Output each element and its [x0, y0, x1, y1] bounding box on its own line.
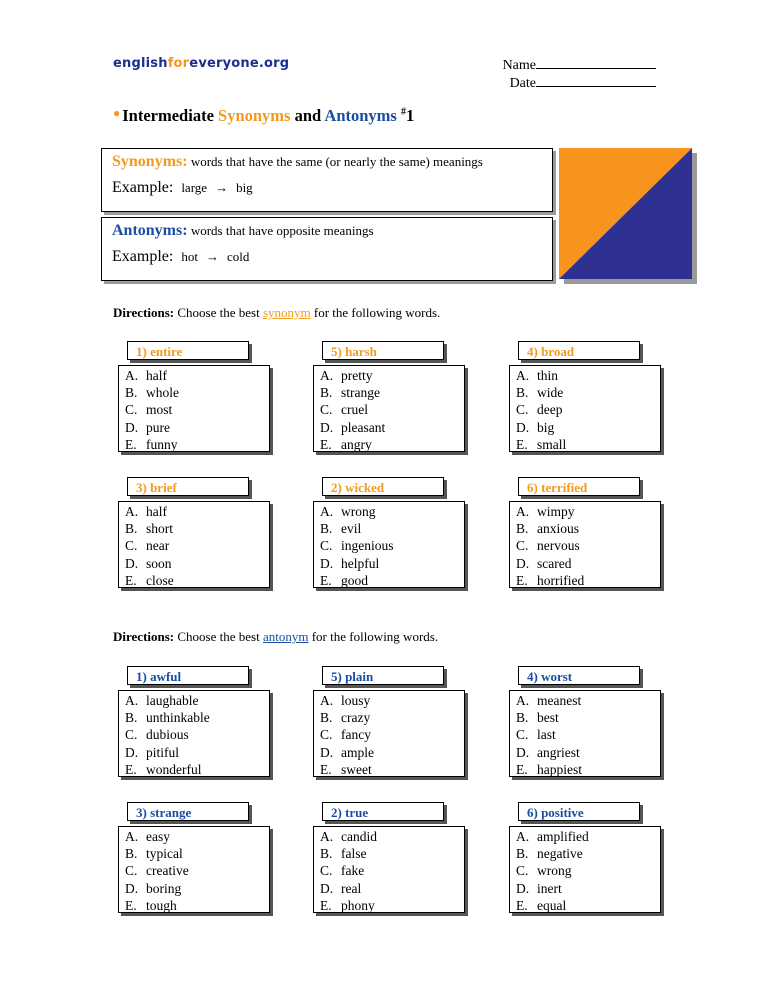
option-text: ingenious — [341, 538, 394, 554]
question-label: 2) true — [322, 802, 444, 821]
option-letter: E. — [125, 897, 137, 913]
option-text: last — [537, 727, 556, 743]
antonyms-example — [112, 248, 249, 266]
arrow-right-icon: → — [205, 249, 219, 264]
option-letter: A. — [320, 829, 334, 844]
antonym-directions-pre: Choose the best — [177, 629, 263, 644]
option-letter: A. — [125, 504, 139, 519]
question-label: 5) plain — [322, 666, 444, 685]
answer-option[interactable] — [510, 862, 660, 879]
option-letter: E. — [320, 436, 332, 452]
option-text: fake — [341, 863, 365, 879]
option-text: wimpy — [537, 504, 575, 519]
option-letter: E. — [320, 761, 332, 777]
option-letter: C. — [320, 863, 333, 879]
option-text: unthinkable — [146, 710, 210, 726]
option-letter: D. — [125, 744, 139, 760]
answer-option[interactable] — [314, 897, 464, 914]
option-letter: D. — [320, 555, 334, 571]
option-text: wrong — [537, 863, 572, 879]
answer-option[interactable] — [314, 401, 464, 418]
answer-option[interactable] — [510, 419, 660, 436]
site-logo — [113, 56, 289, 71]
option-letter: C. — [516, 538, 529, 554]
answer-option[interactable] — [510, 436, 660, 453]
question-label: 2) wicked — [322, 477, 444, 496]
answer-option[interactable] — [119, 401, 269, 418]
question-options — [313, 501, 465, 588]
option-letter: A. — [320, 368, 334, 383]
question-options — [313, 826, 465, 913]
option-letter: B. — [125, 846, 138, 862]
answer-option[interactable] — [119, 384, 269, 401]
answer-option[interactable] — [119, 709, 269, 726]
option-letter: C. — [320, 538, 333, 554]
option-text: typical — [146, 846, 183, 862]
title-antonyms: Antonyms — [324, 106, 397, 125]
option-letter: B. — [125, 385, 138, 401]
answer-option[interactable] — [119, 419, 269, 436]
bullet-icon: ● — [113, 106, 121, 120]
option-text: small — [537, 436, 567, 452]
option-text: candid — [341, 829, 377, 844]
answer-option[interactable] — [119, 828, 269, 845]
answer-option[interactable] — [119, 367, 269, 384]
option-text: inert — [537, 880, 562, 896]
option-letter: D. — [516, 555, 530, 571]
answer-option[interactable] — [314, 503, 464, 520]
option-text: strange — [341, 385, 380, 401]
option-letter: E. — [320, 897, 332, 913]
option-text: thin — [537, 368, 559, 383]
option-letter: C. — [516, 863, 529, 879]
option-letter: D. — [516, 419, 530, 435]
answer-option[interactable] — [314, 828, 464, 845]
answer-option[interactable] — [314, 520, 464, 537]
answer-option[interactable] — [314, 726, 464, 743]
answer-option[interactable] — [314, 880, 464, 897]
synonyms-definition — [112, 153, 483, 171]
title-number: 1 — [405, 106, 415, 125]
option-text: real — [341, 880, 362, 896]
name-field[interactable] — [496, 57, 656, 75]
answer-option[interactable] — [510, 572, 660, 589]
antonyms-example-to: cold — [226, 249, 250, 264]
antonyms-example-label: Example: — [112, 248, 174, 265]
answer-option[interactable] — [119, 761, 269, 778]
title-middle: and — [290, 106, 325, 125]
question-label: 3) strange — [127, 802, 249, 821]
answer-option[interactable] — [510, 880, 660, 897]
name-blank[interactable] — [536, 57, 656, 69]
option-text: cruel — [341, 402, 368, 418]
option-text: easy — [146, 829, 170, 844]
option-text: wonderful — [146, 761, 202, 777]
option-letter: B. — [320, 710, 333, 726]
answer-option[interactable] — [314, 845, 464, 862]
option-text: pleasant — [341, 419, 386, 435]
option-letter: C. — [125, 538, 138, 554]
answer-option[interactable] — [119, 726, 269, 743]
option-text: false — [341, 846, 367, 862]
answer-option[interactable] — [510, 367, 660, 384]
option-letter: E. — [516, 761, 528, 777]
option-letter: C. — [320, 402, 333, 418]
option-letter: E. — [125, 572, 137, 588]
option-text: whole — [146, 385, 179, 401]
option-letter: B. — [125, 521, 138, 537]
antonyms-term: Antonyms: — [112, 222, 188, 239]
question-options — [313, 690, 465, 777]
option-text: negative — [537, 846, 583, 862]
option-letter: D. — [125, 419, 139, 435]
answer-option[interactable] — [119, 537, 269, 554]
answer-option[interactable] — [119, 862, 269, 879]
option-text: boring — [146, 880, 182, 896]
answer-option[interactable] — [510, 555, 660, 572]
answer-option[interactable] — [510, 726, 660, 743]
option-text: happiest — [537, 761, 582, 777]
option-text: pitiful — [146, 744, 179, 760]
option-letter: D. — [320, 419, 334, 435]
question-label: 3) brief — [127, 477, 249, 496]
name-label: Name — [502, 58, 536, 73]
answer-option[interactable] — [119, 555, 269, 572]
synonym-directions-pre: Choose the best — [177, 305, 263, 320]
option-text: crazy — [341, 710, 371, 726]
answer-option[interactable] — [314, 761, 464, 778]
option-letter: B. — [320, 385, 333, 401]
option-letter: B. — [320, 521, 333, 537]
option-text: funny — [146, 436, 178, 452]
answer-option[interactable] — [314, 436, 464, 453]
option-text: most — [146, 402, 173, 418]
option-text: angriest — [537, 744, 580, 760]
question-options — [509, 501, 661, 588]
answer-option[interactable] — [314, 419, 464, 436]
question-label: 4) broad — [518, 341, 640, 360]
answer-option[interactable] — [314, 709, 464, 726]
option-text: good — [341, 572, 368, 588]
option-letter: C. — [320, 727, 333, 743]
option-text: wide — [537, 385, 564, 401]
answer-option[interactable] — [314, 862, 464, 879]
synonyms-example — [112, 179, 253, 197]
option-text: ample — [341, 744, 374, 760]
option-letter: C. — [516, 727, 529, 743]
option-text: deep — [537, 402, 563, 418]
option-letter: C. — [125, 727, 138, 743]
option-text: wrong — [341, 504, 376, 519]
antonyms-definition-box — [101, 217, 553, 281]
option-letter: D. — [516, 880, 530, 896]
title-prefix: Intermediate — [122, 106, 219, 125]
answer-option[interactable] — [314, 555, 464, 572]
answer-option[interactable] — [119, 692, 269, 709]
option-letter: C. — [125, 863, 138, 879]
synonym-directions-post: for the following words. — [310, 305, 441, 320]
option-letter: A. — [125, 693, 139, 708]
option-letter: D. — [320, 880, 334, 896]
question-label: 1) awful — [127, 666, 249, 685]
answer-option[interactable] — [510, 401, 660, 418]
date-field[interactable] — [496, 75, 656, 93]
question-options — [313, 365, 465, 452]
question-label: 1) entire — [127, 341, 249, 360]
arrow-right-icon: → — [215, 180, 229, 195]
synonyms-term: Synonyms: — [112, 153, 188, 170]
option-letter: E. — [125, 761, 137, 777]
question-options — [509, 365, 661, 452]
answer-option[interactable] — [314, 692, 464, 709]
option-letter: D. — [320, 744, 334, 760]
logo-part-everyone: everyone.org — [189, 56, 290, 71]
option-letter: B. — [125, 710, 138, 726]
option-letter: E. — [516, 897, 528, 913]
answer-option[interactable] — [119, 520, 269, 537]
answer-option[interactable] — [119, 880, 269, 897]
answer-option[interactable] — [119, 845, 269, 862]
option-letter: B. — [516, 521, 529, 537]
option-letter: A. — [516, 693, 530, 708]
question-options — [118, 501, 270, 588]
answer-option[interactable] — [510, 897, 660, 914]
option-text: close — [146, 572, 174, 588]
question-label: 5) harsh — [322, 341, 444, 360]
option-letter: B. — [516, 846, 529, 862]
option-letter: A. — [125, 829, 139, 844]
antonyms-definition — [112, 222, 374, 240]
option-text: creative — [146, 863, 189, 879]
synonym-directions — [113, 305, 440, 321]
logo-part-english: english — [113, 56, 168, 71]
option-text: tough — [146, 897, 177, 913]
answer-option[interactable] — [314, 367, 464, 384]
question-label: 4) worst — [518, 666, 640, 685]
answer-option[interactable] — [119, 436, 269, 453]
option-text: fancy — [341, 727, 371, 743]
option-letter: E. — [516, 572, 528, 588]
answer-option[interactable] — [510, 537, 660, 554]
question-options — [509, 826, 661, 913]
option-text: equal — [537, 897, 567, 913]
option-letter: C. — [125, 402, 138, 418]
option-text: scared — [537, 555, 572, 571]
antonym-directions-label: Directions: — [113, 629, 175, 644]
option-text: short — [146, 521, 173, 537]
option-text: best — [537, 710, 559, 726]
title-synonyms: Synonyms — [218, 106, 291, 125]
option-letter: D. — [516, 744, 530, 760]
option-text: phony — [341, 897, 375, 913]
option-text: sweet — [341, 761, 372, 777]
option-text: meanest — [537, 693, 582, 708]
answer-option[interactable] — [510, 503, 660, 520]
antonym-directions-key: antonym — [262, 629, 309, 644]
antonym-directions-post: for the following words. — [308, 629, 439, 644]
antonym-directions — [113, 629, 438, 645]
option-letter: A. — [516, 368, 530, 383]
question-options — [509, 690, 661, 777]
option-text: nervous — [537, 538, 580, 554]
page-title — [113, 106, 414, 126]
option-letter: E. — [125, 436, 137, 452]
option-text: near — [146, 538, 170, 554]
synonyms-definition-box — [101, 148, 553, 212]
answer-option[interactable] — [119, 572, 269, 589]
answer-option[interactable] — [510, 692, 660, 709]
option-letter: E. — [516, 436, 528, 452]
logo-part-for: for — [167, 56, 190, 71]
option-letter: A. — [516, 504, 530, 519]
diagonal-split-graphic — [559, 148, 692, 279]
option-text: pretty — [341, 368, 373, 383]
synonyms-definition-text: words that have the same (or nearly the same) meanings — [190, 154, 483, 169]
date-blank[interactable] — [536, 75, 656, 87]
answer-option[interactable] — [510, 828, 660, 845]
option-text: half — [146, 504, 167, 519]
synonym-directions-label: Directions: — [113, 305, 175, 320]
answer-option[interactable] — [510, 520, 660, 537]
option-letter: B. — [516, 710, 529, 726]
option-text: angry — [341, 436, 372, 452]
answer-option[interactable] — [314, 384, 464, 401]
answer-option[interactable] — [314, 537, 464, 554]
synonym-directions-key: synonym — [262, 305, 311, 320]
option-text: big — [537, 419, 555, 435]
option-letter: A. — [320, 693, 334, 708]
option-letter: E. — [320, 572, 332, 588]
option-letter: A. — [516, 829, 530, 844]
antonyms-definition-text: words that have opposite meanings — [190, 223, 374, 238]
answer-option[interactable] — [510, 709, 660, 726]
answer-option[interactable] — [510, 761, 660, 778]
option-text: dubious — [146, 727, 189, 743]
answer-option[interactable] — [510, 744, 660, 761]
option-letter: B. — [320, 846, 333, 862]
answer-option[interactable] — [510, 845, 660, 862]
antonyms-example-from: hot — [181, 249, 198, 264]
synonyms-example-from: large — [181, 180, 208, 195]
answer-option[interactable] — [510, 384, 660, 401]
option-text: half — [146, 368, 167, 383]
option-letter: A. — [320, 504, 334, 519]
option-letter: D. — [125, 555, 139, 571]
option-letter: C. — [516, 402, 529, 418]
option-letter: D. — [125, 880, 139, 896]
question-options — [118, 365, 270, 452]
question-label: 6) positive — [518, 802, 640, 821]
question-options — [118, 826, 270, 913]
option-text: evil — [341, 521, 362, 537]
option-text: laughable — [146, 693, 199, 708]
option-text: soon — [146, 555, 172, 571]
answer-option[interactable] — [119, 503, 269, 520]
name-date-fields — [496, 57, 656, 93]
synonyms-example-to: big — [236, 180, 253, 195]
option-letter: B. — [516, 385, 529, 401]
option-text: helpful — [341, 555, 380, 571]
option-text: horrified — [537, 572, 585, 588]
option-text: amplified — [537, 829, 589, 844]
question-options — [118, 690, 270, 777]
option-text: pure — [146, 419, 170, 435]
title-number-mark: # — [400, 106, 406, 118]
answer-option[interactable] — [314, 744, 464, 761]
answer-option[interactable] — [119, 897, 269, 914]
option-text: anxious — [537, 521, 579, 537]
answer-option[interactable] — [314, 572, 464, 589]
answer-option[interactable] — [119, 744, 269, 761]
option-letter: A. — [125, 368, 139, 383]
synonyms-example-label: Example: — [112, 179, 174, 196]
date-label: Date — [509, 76, 536, 91]
option-text: lousy — [341, 693, 371, 708]
question-label: 6) terrified — [518, 477, 640, 496]
